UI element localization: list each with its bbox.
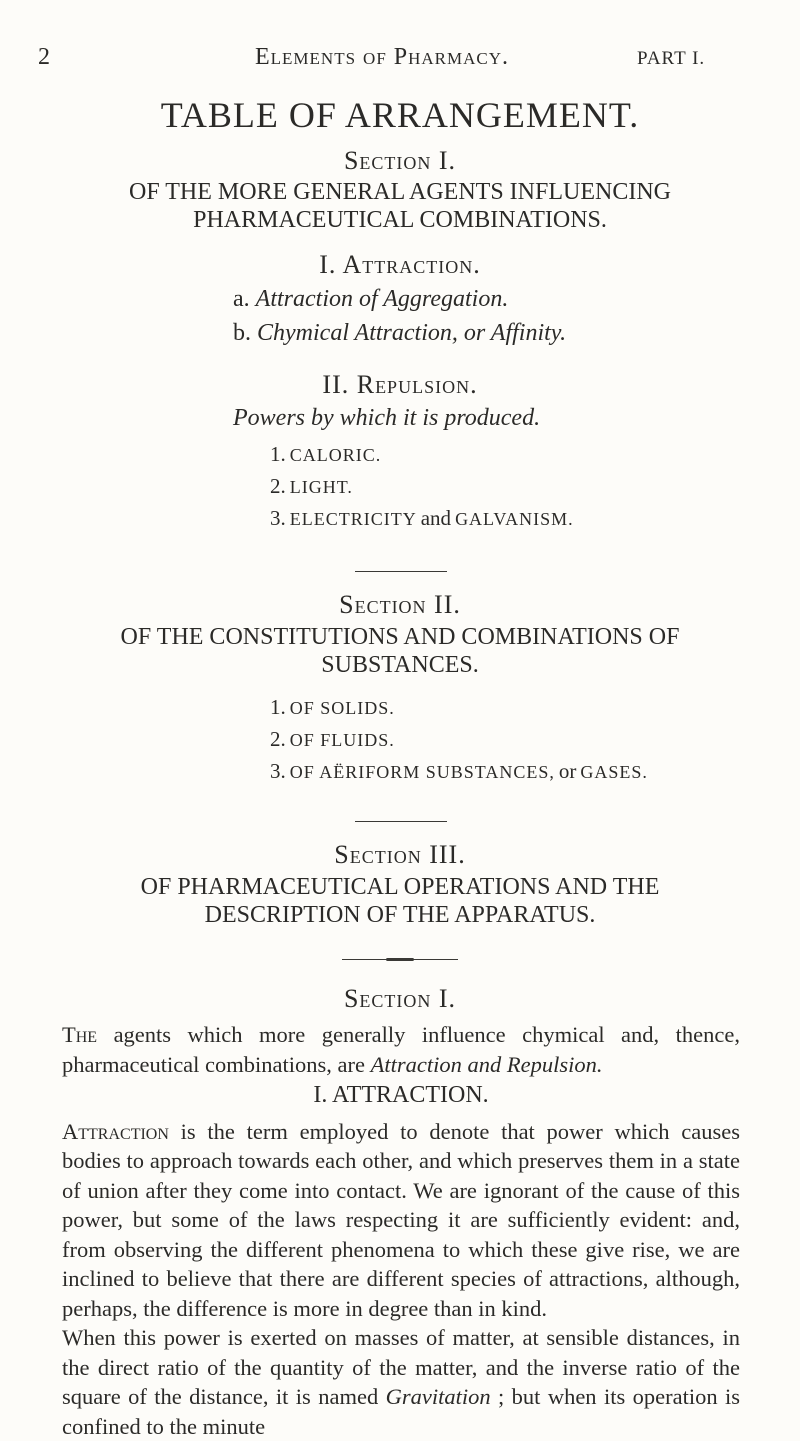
intro-text: agents which more generally influence chymical and, thence, pharmaceutical combinations, are [62,1022,740,1077]
repulsion-heading: II. Repulsion. [322,370,478,399]
intro-lead: The [62,1022,98,1047]
item-text: ELECTRICITY [289,509,417,529]
gravitation-paragraph [62,1323,740,1441]
item-text: CALORIC. [289,445,382,465]
item-number: 3. [270,506,286,530]
toc-item-a-label: a. [233,286,250,312]
attraction-heading: I. Attraction. [319,250,481,279]
toc-section2-heading: Section II. [339,590,461,619]
para2-tail: ; but when its operation is confined to the minute [62,1384,740,1439]
toc-item-b-label: b. [233,320,251,346]
toc-section3-heading: Section III. [334,840,466,869]
item-text-2: GALVANISM. [455,509,574,529]
item-text: OF AËRIFORM SUBSTANCES, [289,762,555,782]
section2-item-2 [270,727,395,752]
item-number: 3. [270,759,286,783]
part-label: PART I. [637,48,706,69]
toc-item-b [233,320,566,347]
body-text [62,1020,740,1441]
toc-section1-heading: Section I. [343,146,457,175]
item-number: 2. [270,727,286,751]
item-text: OF FLUIDS. [289,730,395,750]
para1-text: is the term employed to denote that power which causes bodies to approach towards each other, and which preserves them in a state of union after they come into contact. We are ignorant of the cause of this power, but some of the laws respecting it are sufficiently evident: and, from observing the different phenomena to which these give rise, we are inclined to believe that there are different species of attractions, although, perhaps, the difference is more in degree than in kind. [62,1118,740,1321]
section2-item-3 [270,759,648,784]
section2-item-1 [270,695,395,720]
toc-section2-title-line2: SUBSTANCES. [321,652,479,678]
table-title: TABLE OF ARRANGEMENT. [160,95,640,135]
running-title: Elements of Pharmacy. [255,44,510,70]
repulsion-powers: Powers by which it is produced. [233,405,541,431]
toc-item-a [233,286,508,313]
toc-section2-title-line1: OF THE CONSTITUTIONS AND COMBINATIONS OF [120,624,680,650]
toc-section1-title-line2: PHARMACEUTICAL COMBINATIONS. [193,207,607,233]
para2-text: When this power is exerted on masses of matter, at sensible distances, in the direct ratio of the quantity of the matter, and the inverse ratio of the square of the distance, it is named [62,1325,740,1409]
toc-section1-title-line1: OF THE MORE GENERAL AGENTS INFLUENCING [129,179,671,205]
repulsion-item-1 [270,442,381,467]
toc-item-b-text: Chymical Attraction, or Affinity. [257,320,567,346]
toc-section3-title-line2: DESCRIPTION OF THE APPARATUS. [204,902,596,928]
intro-paragraph [62,1020,740,1079]
ornamental-rule [342,958,458,962]
divider [355,571,447,572]
para1-lead: Attraction [62,1118,169,1144]
item-conjunction: and [420,506,452,530]
attraction-paragraph [62,1117,740,1324]
repulsion-item-3 [270,506,574,531]
attraction-subheading: I. ATTRACTION. [313,1082,489,1108]
body-section-heading: Section I. [343,984,457,1013]
item-number: 1. [270,442,286,466]
item-text: LIGHT. [289,477,353,497]
divider [355,821,447,822]
item-text: OF SOLIDS. [289,698,395,718]
toc-section3-title-line1: OF PHARMACEUTICAL OPERATIONS AND THE [140,874,660,900]
item-number: 2. [270,474,286,498]
para2-italic: Gravitation [385,1384,491,1409]
page-number: 2 [38,44,50,70]
item-number: 1. [270,695,286,719]
repulsion-item-2 [270,474,353,499]
intro-italic: Attraction and Repulsion. [370,1051,603,1077]
toc-item-a-text: Attraction of Aggregation. [255,286,509,312]
item-text-2: GASES. [580,762,648,782]
item-conjunction: or [558,759,577,783]
